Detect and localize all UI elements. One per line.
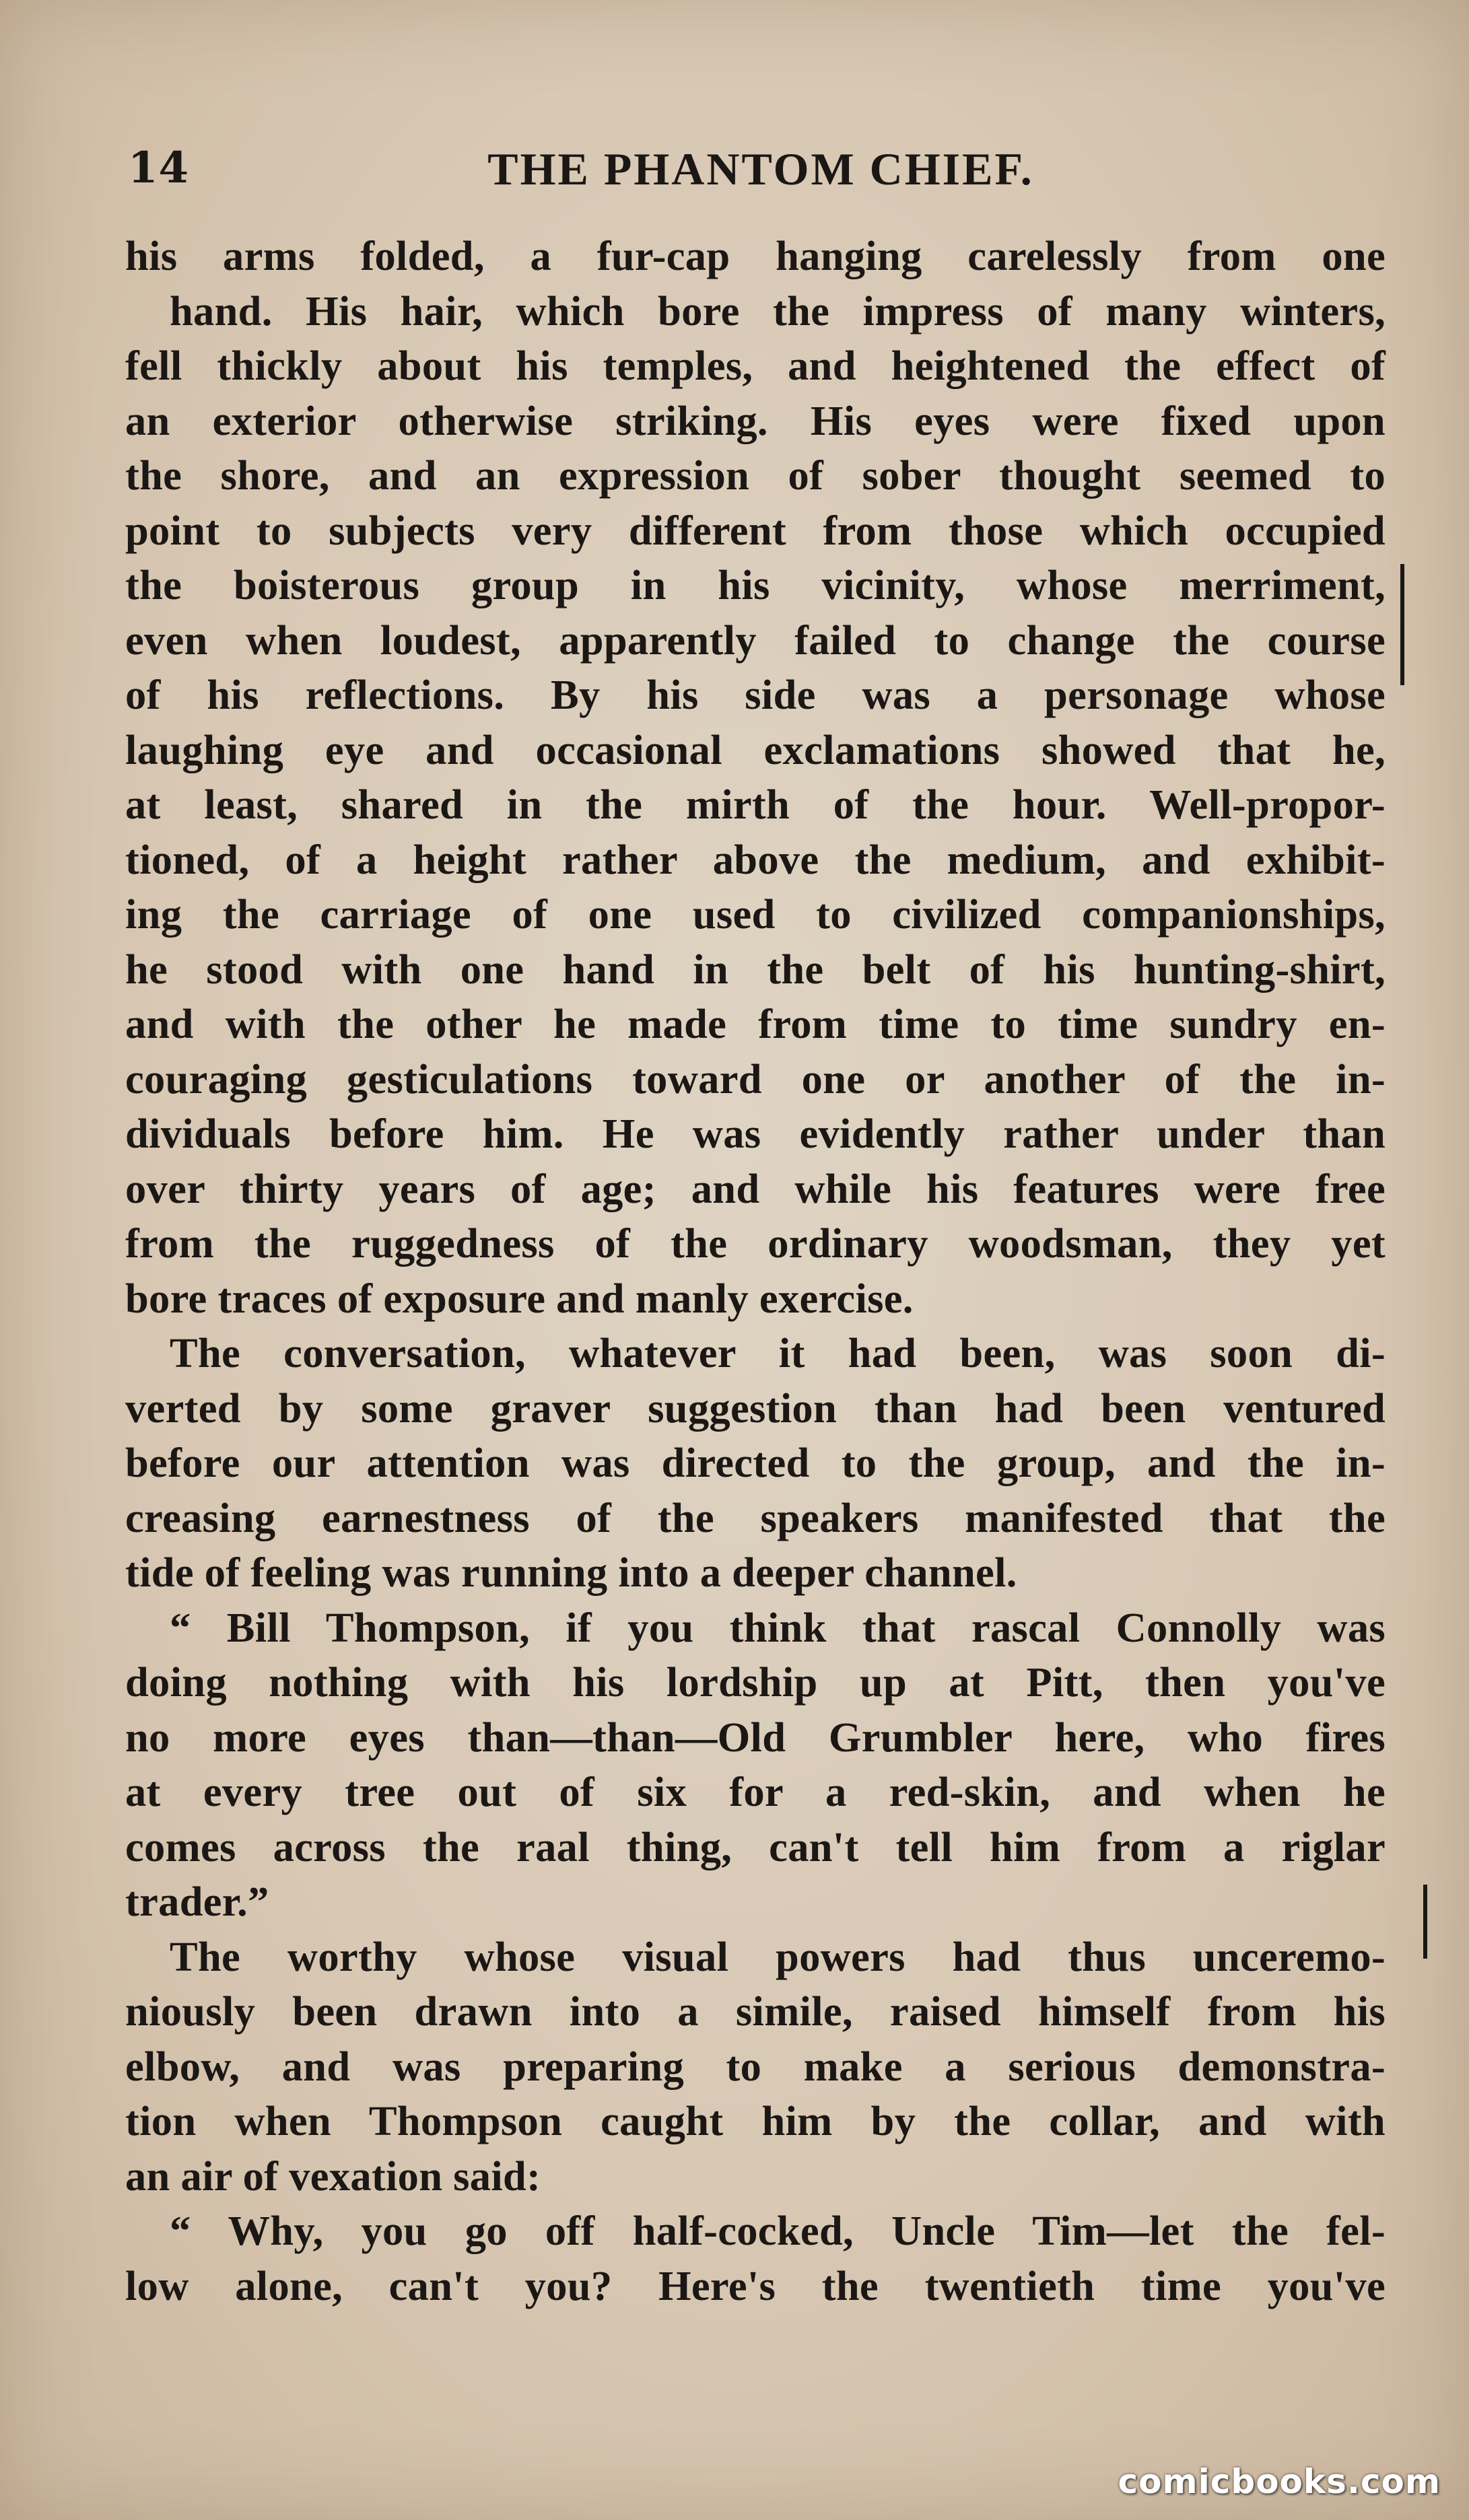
- text-line: ing the carriage of one used to civilized companionships,: [125, 890, 1386, 938]
- text-line: from the ruggedness of the ordinary woodsman, they yet: [125, 1220, 1386, 1267]
- text-line: elbow, and was preparing to make a serious demonstra-: [125, 2042, 1386, 2090]
- text-line: comes across the raal thing, can't tell him from a riglar: [125, 1823, 1386, 1870]
- text-line: at every tree out of six for a red-skin, and when he: [125, 1768, 1386, 1815]
- text-line: dividuals before him. He was evidently rather under than: [125, 1110, 1386, 1157]
- margin-rule-mark: [1400, 564, 1404, 685]
- text-line: creasing earnestness of the speakers manifested that the: [125, 1494, 1386, 1541]
- text-line: even when loudest, apparently failed to change the course: [125, 616, 1386, 664]
- text-line: tion when Thompson caught him by the collar, and with: [125, 2097, 1386, 2144]
- body-text: [125, 229, 1386, 2313]
- text-line: trader.”: [125, 1878, 269, 1925]
- text-line: bore traces of exposure and manly exercise.: [125, 1274, 914, 1322]
- text-line: tioned, of a height rather above the medium, and exhibit-: [125, 835, 1386, 883]
- text-line: an exterior otherwise striking. His eyes were fixed upon: [125, 396, 1386, 444]
- text-line: fell thickly about his temples, and heightened the effect of: [125, 342, 1386, 389]
- page-header: [128, 143, 1394, 203]
- margin-rule-mark: [1423, 1885, 1427, 1959]
- text-line: the shore, and an expression of sober thought seemed to: [125, 452, 1386, 499]
- page-number: 14: [128, 143, 190, 193]
- text-line: the boisterous group in his vicinity, whose merriment,: [125, 561, 1386, 608]
- text-line: his arms folded, a fur-cap hanging carelessly from one: [125, 232, 1386, 279]
- text-line: he stood with one hand in the belt of his hunting-shirt,: [125, 945, 1386, 993]
- text-line: at least, shared in the mirth of the hour. Well-propor-: [125, 781, 1386, 828]
- text-line: niously been drawn into a simile, raised himself from his: [125, 1988, 1386, 2035]
- text-line: “ Bill Thompson, if you think that rascal Connolly was: [170, 1603, 1386, 1651]
- text-line: verted by some graver suggestion than had been ventured: [125, 1384, 1386, 1432]
- running-title: THE PHANTOM CHIEF.: [487, 143, 1034, 195]
- text-line: low alone, can't you? Here's the twentieth time you've: [125, 2262, 1386, 2309]
- text-line: an air of vexation said:: [125, 2152, 541, 2200]
- text-line: point to subjects very different from those which occupied: [125, 506, 1386, 554]
- text-line: and with the other he made from time to time sundry en-: [125, 1000, 1386, 1047]
- text-line: tide of feeling was running into a deeper channel.: [125, 1549, 1017, 1596]
- text-line: couraging gesticulations toward one or another of the in-: [125, 1055, 1386, 1102]
- text-line: The conversation, whatever it had been, was soon di-: [170, 1329, 1386, 1376]
- text-line: hand. His hair, which bore the impress of many winters,: [170, 287, 1386, 335]
- text-line: The worthy whose visual powers had thus unceremo-: [170, 1932, 1386, 1980]
- watermark: comicbooks.com: [1118, 2462, 1441, 2501]
- text-line: no more eyes than—than—Old Grumbler here, who fires: [125, 1713, 1386, 1761]
- text-line: over thirty years of age; and while his features were free: [125, 1164, 1386, 1212]
- text-line: doing nothing with his lordship up at Pitt, then you've: [125, 1658, 1386, 1706]
- text-line: “ Why, you go off half-cocked, Uncle Tim—let the fel-: [170, 2207, 1386, 2254]
- text-line: before our attention was directed to the group, and the in-: [125, 1439, 1386, 1486]
- text-line: of his reflections. By his side was a personage whose: [125, 671, 1386, 718]
- text-line: laughing eye and occasional exclamations showed that he,: [125, 726, 1386, 773]
